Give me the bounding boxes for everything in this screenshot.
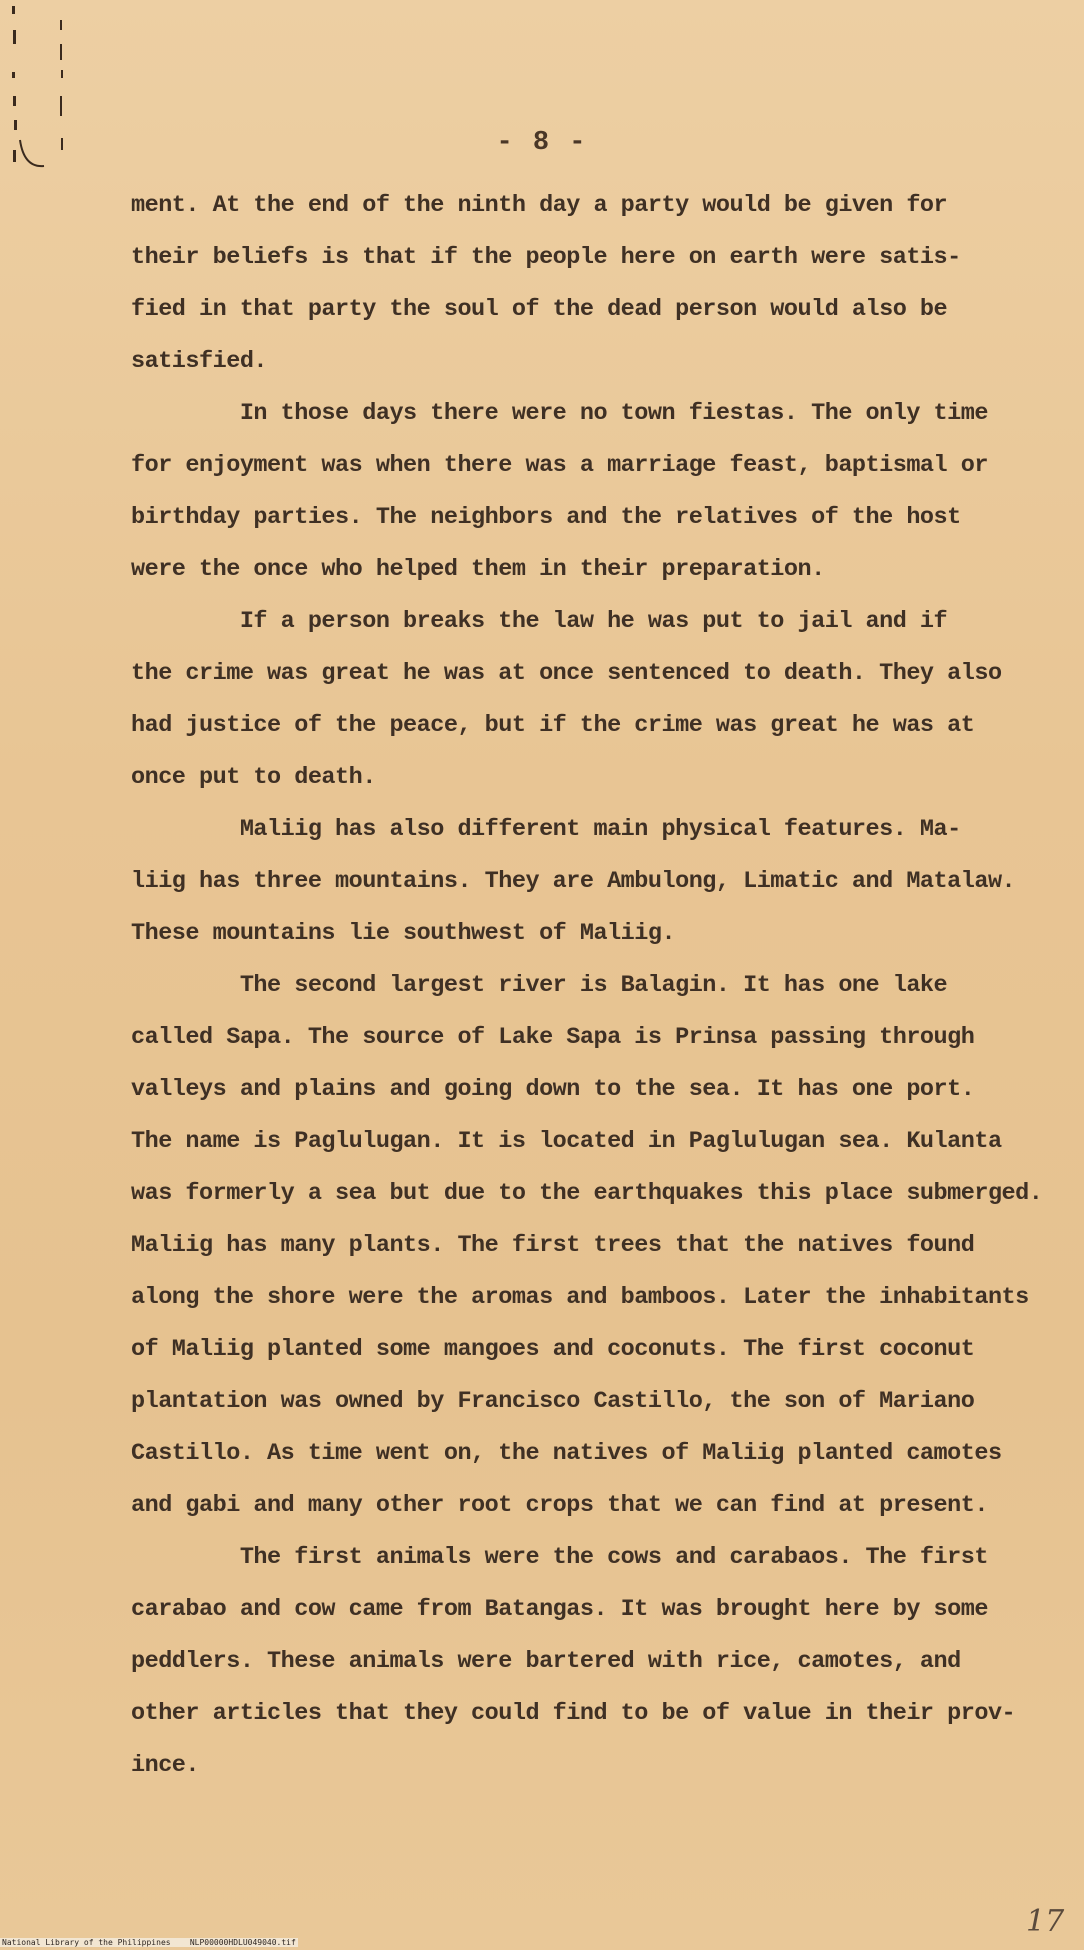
document-body (131, 180, 1043, 1792)
text-line: The second largest river is Balagin. It has one lake (131, 972, 948, 999)
text-line: valleys and plains and going down to the sea. It has one port. (131, 1076, 975, 1103)
text-line: Maliig has also different main physical features. Ma- (131, 816, 961, 843)
text-line: satisfied. (131, 348, 268, 375)
text-line: ince. (131, 1752, 200, 1779)
text-line: The first animals were the cows and carabaos. The first (131, 1544, 988, 1571)
text-line: plantation was owned by Francisco Castillo, the son of Mariano (131, 1388, 975, 1415)
archive-caption: National Library of the Philippines NLP00000HDLU049040.tif (2, 1938, 296, 1947)
text-line: was formerly a sea but due to the earthquakes this place submerged. (131, 1180, 1043, 1207)
text-line: other articles that they could find to be of value in their prov- (131, 1700, 1016, 1727)
text-line: were the once who helped them in their preparation. (131, 556, 825, 583)
text-line: Castillo. As time went on, the natives of Maliig planted camotes (131, 1440, 1002, 1467)
text-line: liig has three mountains. They are Ambulong, Limatic and Matalaw. (131, 868, 1016, 895)
text-line: called Sapa. The source of Lake Sapa is Prinsa passing through (131, 1024, 975, 1051)
text-line: In those days there were no town fiestas. The only time (131, 400, 988, 427)
text-line: fied in that party the soul of the dead person would also be (131, 296, 948, 323)
text-line: birthday parties. The neighbors and the relatives of the host (131, 504, 961, 531)
text-line: of Maliig planted some mangoes and coconuts. The first coconut (131, 1336, 975, 1363)
text-line: carabao and cow came from Batangas. It was brought here by some (131, 1596, 988, 1623)
text-line: The name is Paglulugan. It is located in Paglulugan sea. Kulanta (131, 1128, 1002, 1155)
text-line: ment. At the end of the ninth day a party would be given for (131, 192, 948, 219)
text-line: peddlers. These animals were bartered with rice, camotes, and (131, 1648, 961, 1675)
text-line: once put to death. (131, 764, 376, 791)
folio-number: 17 (1026, 1904, 1065, 1939)
text-line: the crime was great he was at once sentenced to death. They also (131, 660, 1002, 687)
text-line: These mountains lie southwest of Maliig. (131, 920, 676, 947)
text-line: along the shore were the aromas and bamboos. Later the inhabitants (131, 1284, 1029, 1311)
text-line: Maliig has many plants. The first trees that the natives found (131, 1232, 975, 1259)
text-line: and gabi and many other root crops that we can find at present. (131, 1492, 988, 1519)
text-line: their beliefs is that if the people here on earth were satis- (131, 244, 961, 271)
text-line: had justice of the peace, but if the crime was great he was at (131, 712, 975, 739)
text-line: for enjoyment was when there was a marriage feast, baptismal or (131, 452, 988, 479)
page-number: - 8 - (496, 128, 588, 158)
text-line: If a person breaks the law he was put to jail and if (131, 608, 948, 635)
